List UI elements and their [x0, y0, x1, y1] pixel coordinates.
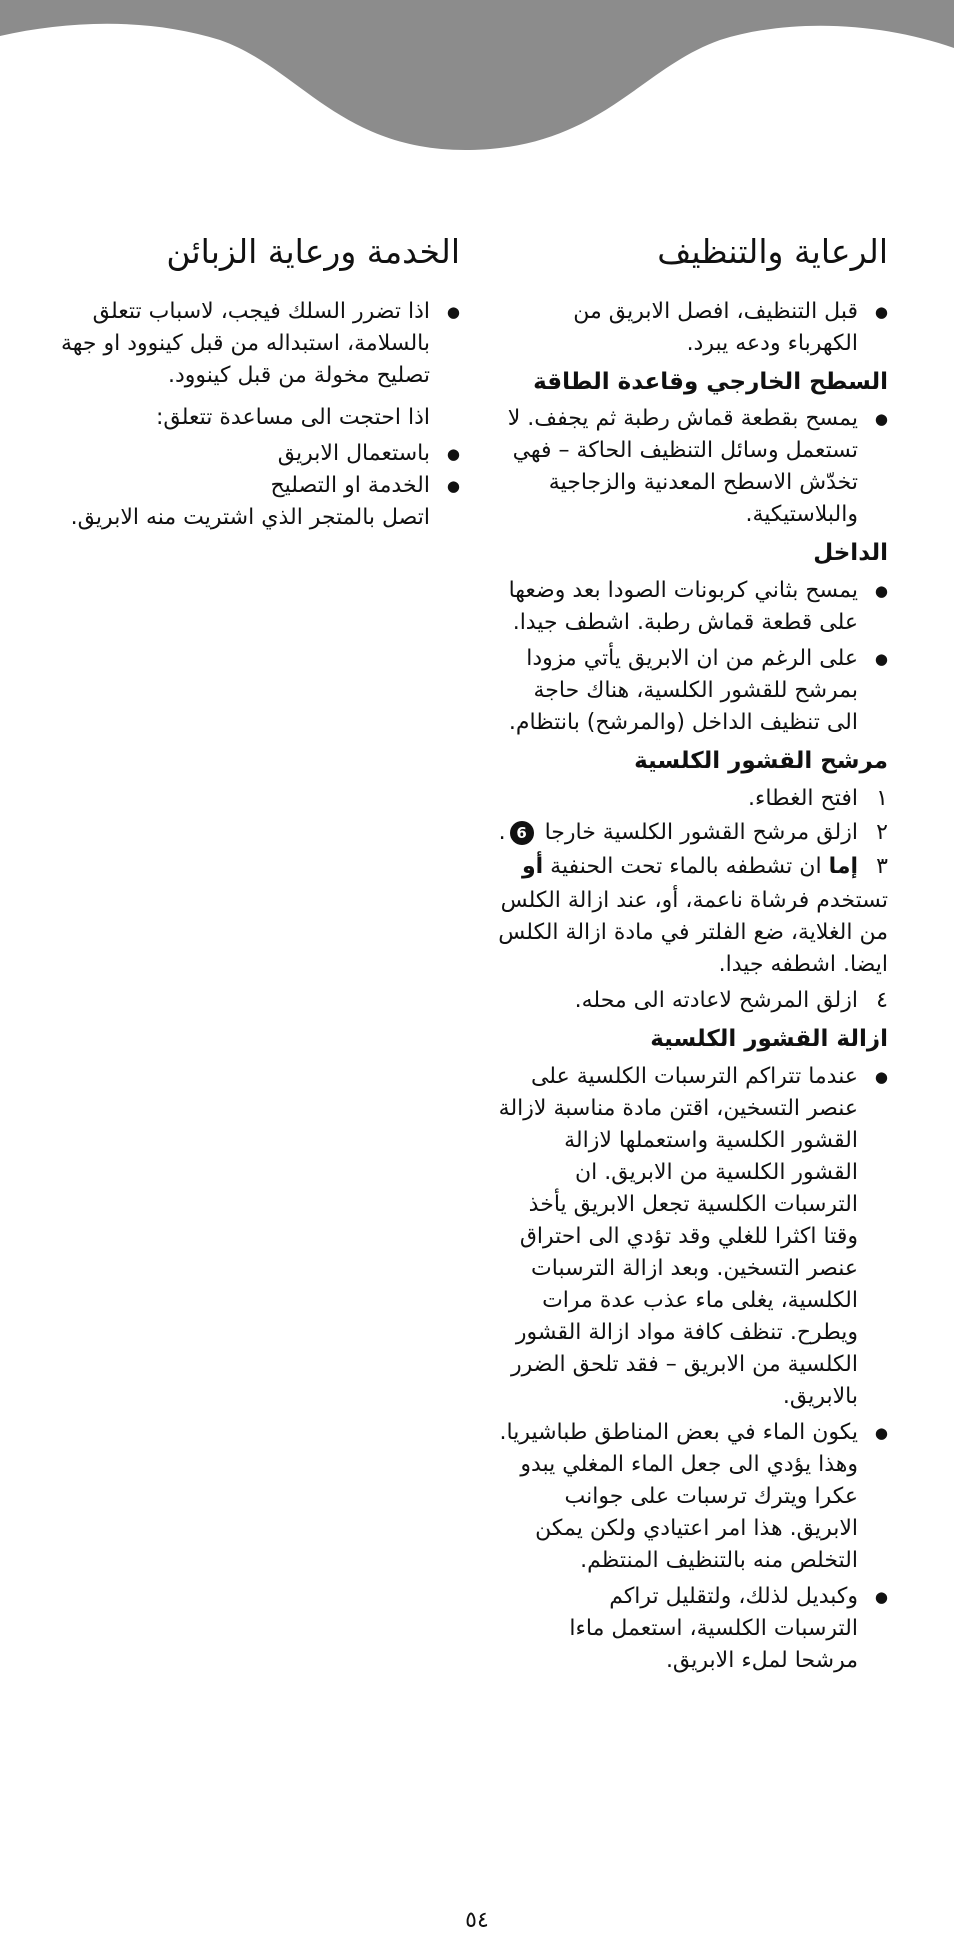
exterior-bullet: ● يمسح بقطعة قماش رطبة ثم يجفف. لا تستعمل وسائل التنظيف الحاكة – فهي تخدّش الاسطح المعدنية والزجاجية والبلاستيكية.	[498, 403, 888, 531]
step-bold-either: إما	[828, 854, 858, 880]
intro-bullet: ● قبل التنظيف، افصل الابريق من الكهرباء ودعه يبرد.	[498, 296, 888, 360]
step-continuation: تستخدم فرشاة ناعمة، أو، عند ازالة الكلس من الغلاية، ضع الفلتر في مادة ازالة الكلس ايضا. اشطفه جيدا.	[498, 888, 888, 978]
help-item: ● الخدمة او التصليح	[56, 470, 460, 502]
step-text: ازلق المرشح لاعادته الى محله.	[574, 988, 858, 1014]
filter-step	[498, 783, 888, 815]
filter-step	[498, 851, 888, 883]
filter-step: ٢ ازلق مرشح القشور الكلسية خارجا 6.	[498, 817, 888, 849]
page-number: ٥٤	[465, 1908, 489, 1933]
exterior-heading: السطح الخارجي وقاعدة الطاقة	[533, 368, 888, 395]
step-number: ٣	[876, 854, 888, 880]
step-bold-or: أو	[521, 854, 544, 880]
figure-reference-badge: 6	[510, 821, 534, 845]
cord-bullet: ● اذا تضرر السلك فيجب، لاسباب تتعلق بالسلامة، استبداله من قبل كينوود او جهة تصليح مخولة من قبل كينوود.	[56, 296, 460, 392]
descaling-bullet: ● وكبديل لذلك، ولتقليل تراكم الترسبات الكلسية، استعمل ماءا مرشحا لملء الابريق.	[498, 1581, 888, 1677]
interior-bullet: ● على الرغم من ان الابريق يأتي مزودا بمرشح للقشور الكلسية، هناك حاجة الى تنظيف الداخل (والمرشح) بانتظام.	[498, 643, 888, 739]
filter-heading: مرشح القشور الكلسية	[634, 748, 888, 775]
step-text: ازلق مرشح القشور الكلسية خارجا	[544, 820, 858, 846]
interior-heading: الداخل	[813, 540, 888, 567]
header-wave-band	[0, 0, 954, 160]
service-title: الخدمة ورعاية الزبائن	[166, 232, 460, 271]
contact-text: اتصل بالمتجر الذي اشتريت منه الابريق.	[70, 504, 430, 530]
descaling-bullet: ● عندما تتراكم الترسبات الكلسية على عنصر التسخين، اقتن مادة مناسبة لازالة القشور الكلسية واستعملها لازالة القشور الكلسية من الابريق. ان الترسبات الكلسية تجعل الابريق يأخذ وقتا اكثرا للغلي وقد تؤدي الى احتراق عنصر التسخين. وبعد ازالة الترسبات الكلسية، يغلى ماء عذب عدة مرات ويطرح. تنظف كافة مواد ازالة القشور الكلسية من الابريق – فقد تلحق الضرر بالابريق.	[498, 1061, 888, 1413]
step-number: ١	[876, 786, 888, 812]
care-cleaning-title: الرعاية والتنظيف	[657, 232, 888, 271]
help-intro: اذا احتجت الى مساعدة تتعلق:	[155, 404, 430, 430]
help-item: ● باستعمال الابريق	[56, 438, 460, 470]
care-cleaning-column	[498, 232, 888, 1681]
interior-bullet: ● يمسح بثاني كربونات الصودا بعد وضعها على قطعة قماش رطبة. اشطف جيدا.	[498, 575, 888, 639]
step-text: افتح الغطاء.	[748, 786, 858, 812]
service-column	[56, 232, 460, 538]
step-number: ٤	[876, 988, 888, 1014]
step-text: ان تشطفه بالماء تحت الحنفية	[543, 854, 829, 880]
descaling-heading: ازالة القشور الكلسية	[650, 1026, 888, 1053]
filter-step	[498, 985, 888, 1017]
descaling-bullet: ● يكون الماء في بعض المناطق طباشيريا. وهذا يؤدي الى جعل الماء المغلي يبدو عكرا ويترك ترسبات على جوانب الابريق. هذا امر اعتيادي ولكن يمكن التخلص منه بالتنظيف المنتظم.	[498, 1417, 888, 1577]
step-number: ٢	[876, 820, 888, 846]
